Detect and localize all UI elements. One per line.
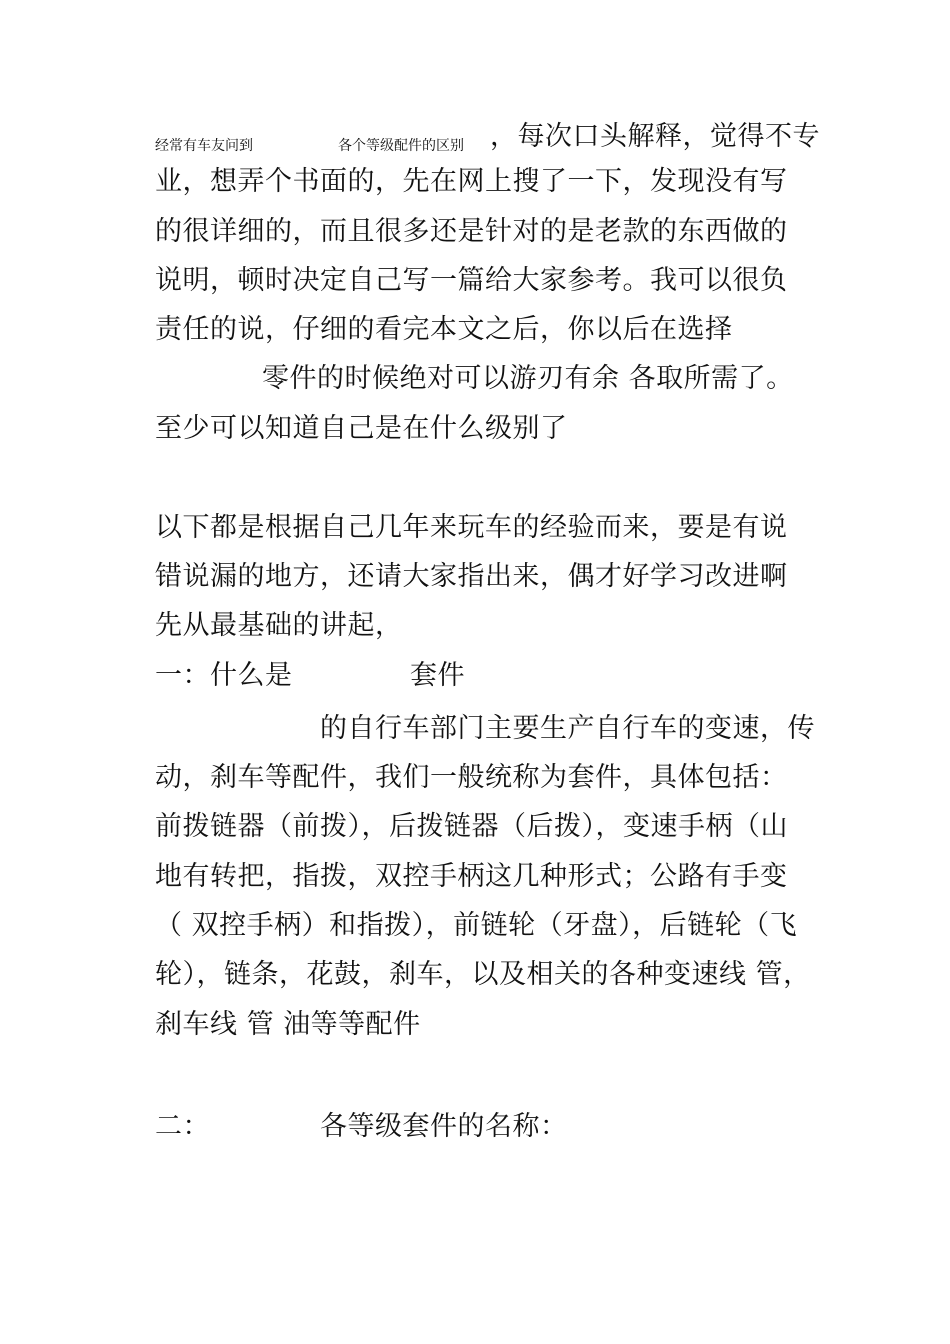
section1-body-line: 地有转把，指拨，双控手柄这几种形式；公路有手变 (155, 861, 788, 892)
section1-body-line: 刹车线 管 油等等配件 (155, 1009, 421, 1040)
paragraph1-closing-line: 至少可以知道自己是在什么级别了 (155, 413, 568, 444)
section2-heading-suffix: 各等级套件的名称： (320, 1111, 568, 1142)
section1-body-line: （ 双控手柄）和指拨），前链轮（牙盘），后链轮（飞 (155, 910, 798, 941)
paragraph1-line: 说明，顿时决定自己写一篇给大家参考。我可以很负 (155, 265, 788, 296)
paragraph2-line: 以下都是根据自己几年来玩车的经验而来，要是有说 (155, 512, 788, 543)
paragraph1-line: 责任的说，仔细的看完本文之后，你以后在选择 (155, 314, 733, 345)
intro-small-text-a: 经常有车友问到 (155, 138, 253, 154)
section1-body-line: 前拨链器（前拨），后拨链器（后拨），变速手柄（山 (155, 811, 788, 842)
section1-body-line: 动，刹车等配件，我们一般统称为套件，具体包括： (155, 762, 788, 793)
section1-heading-prefix: 一：什么是 (155, 660, 293, 691)
paragraph2-line: 先从最基础的讲起， (155, 610, 403, 641)
paragraph1-line: 的很详细的，而且很多还是针对的是老款的东西做的 (155, 216, 788, 247)
paragraph2-line: 错说漏的地方，还请大家指出来，偶才好学习改进啊 (155, 561, 788, 592)
section2-heading-prefix: 二： (155, 1111, 210, 1142)
section1-heading-suffix: 套件 (410, 660, 465, 691)
intro-small-text-b: 各个等级配件的区别 (338, 138, 464, 154)
section1-body-line: 轮），链条，花鼓，刹车，以及相关的各种变速线 管， (155, 959, 811, 990)
intro-line-rest: ，每次口头解释，觉得不专 (490, 121, 820, 152)
paragraph1-indented-line: 零件的时候绝对可以游刃有余 各取所需了。 (262, 363, 794, 394)
section1-first-line: 的自行车部门主要生产自行车的变速，传 (320, 713, 815, 744)
paragraph1-line: 业，想弄个书面的，先在网上搜了一下，发现没有写 (155, 166, 788, 197)
